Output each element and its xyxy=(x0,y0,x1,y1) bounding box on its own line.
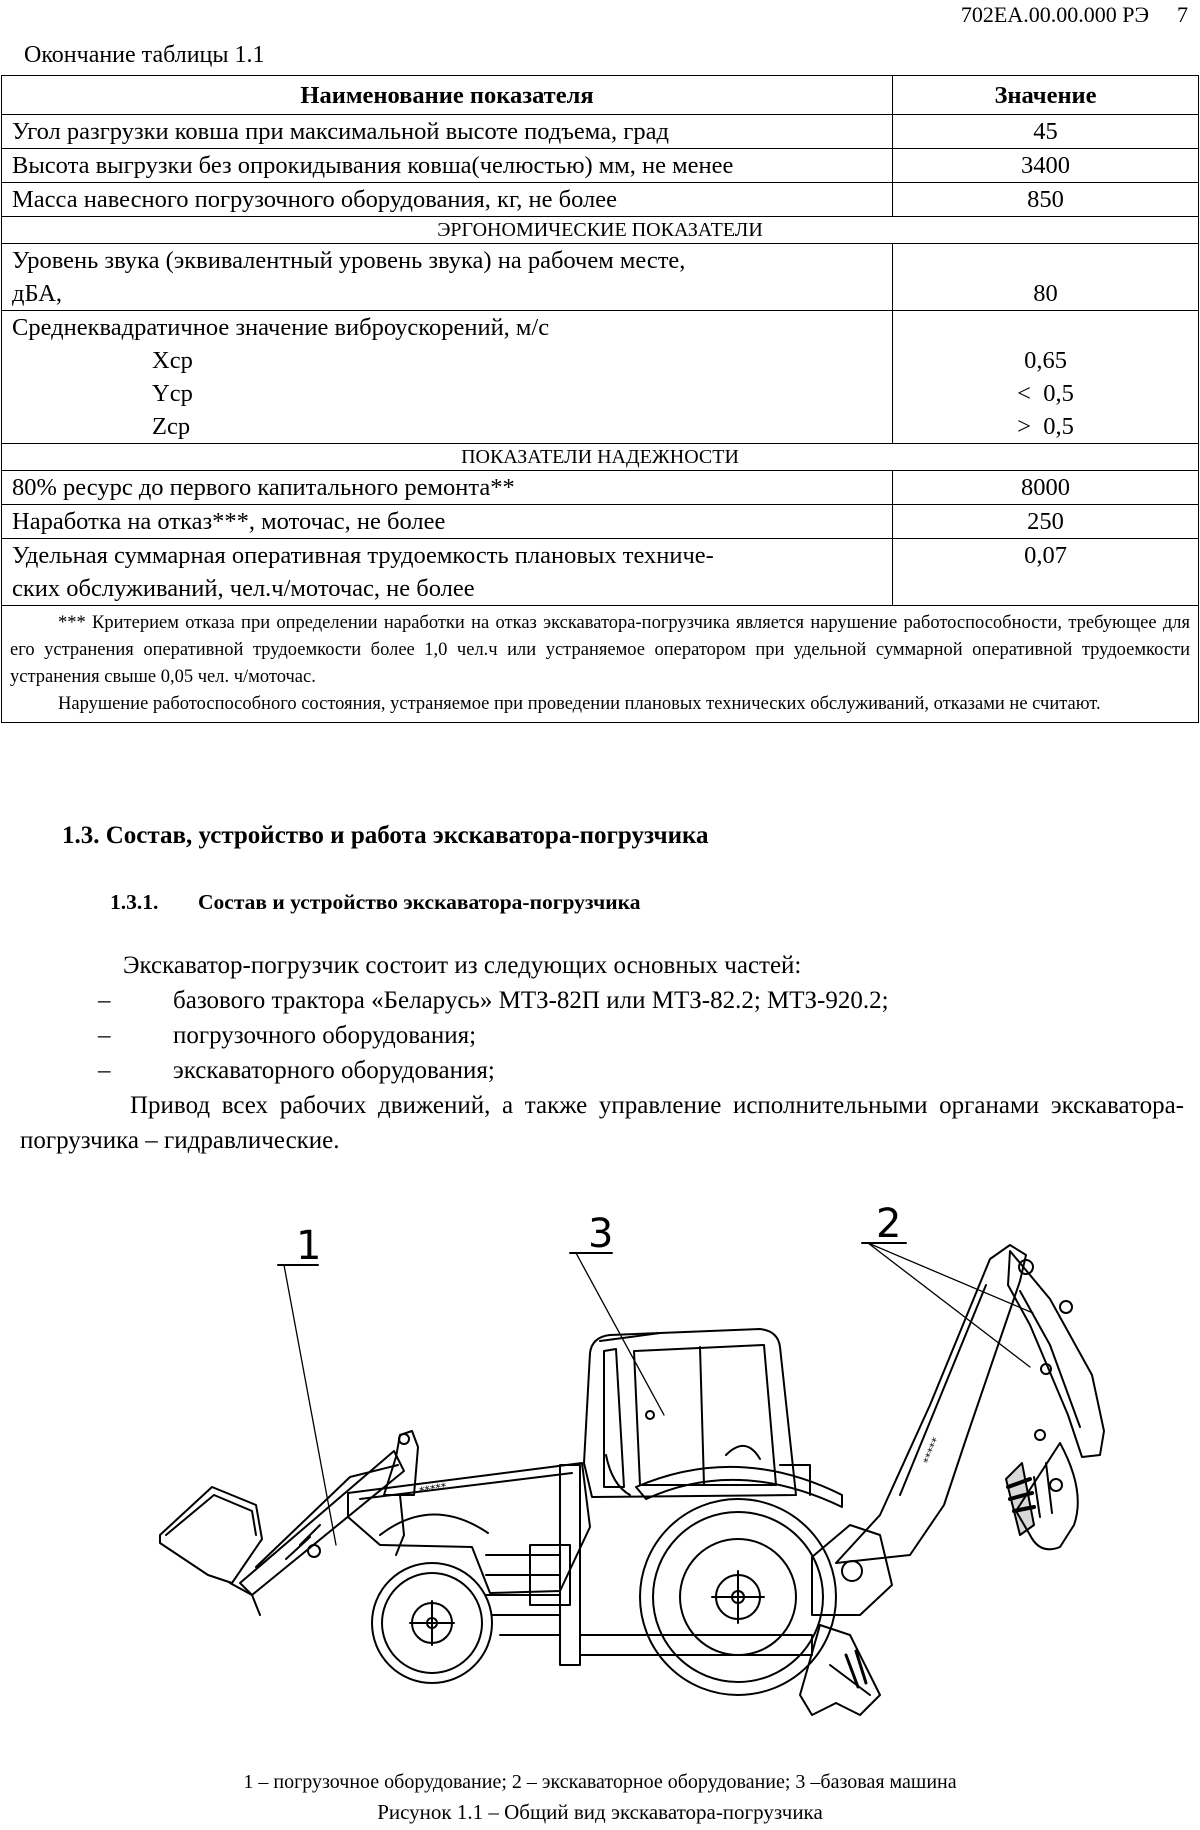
table-header-row xyxy=(2,76,1199,115)
row-name-line: Удельная суммарная оперативная трудоемкость плановых техниче- xyxy=(12,542,714,569)
svg-text:3: 3 xyxy=(588,1211,614,1257)
document-code: 702ЕА.00.00.000 РЭ xyxy=(960,2,1149,27)
dash-bullet: – xyxy=(98,987,111,1014)
rear-fender xyxy=(636,1467,842,1507)
axis-label: Yср xyxy=(152,380,193,407)
front-fender xyxy=(380,1514,488,1535)
dash-bullet: – xyxy=(98,1057,111,1084)
row-name: 80% ресурс до первого капитального ремонта** xyxy=(2,471,893,505)
list-item xyxy=(20,1053,1184,1088)
parts-list xyxy=(20,983,1184,1088)
row-value: 850 xyxy=(893,183,1199,217)
subsection-title: Состав и устройство экскаватора-погрузчика xyxy=(198,890,641,914)
loader-equipment xyxy=(160,1431,448,1615)
row-value: 250 xyxy=(893,505,1199,539)
table-row xyxy=(2,539,1199,606)
figure-caption: Рисунок 1.1 – Общий вид экскаватора-погрузчика xyxy=(377,1800,823,1824)
axis-label: Хср xyxy=(152,347,193,374)
list-item xyxy=(20,983,1184,1018)
table-row xyxy=(2,149,1199,183)
figure-legend: 1 – погрузочное оборудование; 2 – экскаваторное оборудование; 3 –базовая машина xyxy=(243,1771,957,1793)
row-value: 0,07 xyxy=(893,539,1199,606)
axis-label: Zср xyxy=(152,413,191,440)
excavator-equipment xyxy=(836,1245,1104,1563)
drive-paragraph: Привод всех рабочих движений, а также управление исполнительными органами экскаватора-погрузчика – гидравлические. xyxy=(20,1092,1184,1154)
note-paragraph: *** Критерием отказа при определении наработки на отказ экскаватора-погрузчика является нарушение работоспособности, требующее для его устранения оперативной трудоемкости более 1,0 чел.ч или устраняемое оператором при удельной суммарной оперативной трудоемкости устранения свыше 0,05 чел. ч/моточас. xyxy=(10,613,1190,687)
axis-value: < 0,5 xyxy=(1017,380,1074,407)
row-name xyxy=(2,244,893,311)
row-name-line: Среднеквадратичное значение виброускорений, м/с xyxy=(12,314,550,341)
list-item-text: погрузочного оборудования; xyxy=(173,1022,477,1049)
table-row xyxy=(2,115,1199,149)
row-name: Масса навесного погрузочного оборудования, кг, не более xyxy=(2,183,893,217)
row-value: 45 xyxy=(893,115,1199,149)
body-text xyxy=(20,948,1184,1158)
section-title: Состав, устройство и работа экскаватора-погрузчика xyxy=(105,822,709,849)
list-item-text: базового трактора «Беларусь» МТЗ-82П или МТЗ-82.2; МТЗ-920.2; xyxy=(173,987,889,1014)
section-row-reliability xyxy=(2,444,1199,471)
table-row xyxy=(2,311,1199,444)
table-caption: Окончание таблицы 1.1 xyxy=(24,42,265,68)
column-header-value: Значение xyxy=(893,76,1199,115)
note-paragraph: Нарушение работоспособного состояния, устраняемое при проведении плановых технических обслуживаний, отказами не считают. xyxy=(58,694,1101,714)
dash-bullet: – xyxy=(98,1022,111,1049)
row-value: 8000 xyxy=(893,471,1199,505)
table-row xyxy=(2,244,1199,311)
table-row xyxy=(2,471,1199,505)
excavator-loader-drawing xyxy=(0,1195,1200,1765)
section-title: ПОКАЗАТЕЛИ НАДЕЖНОСТИ xyxy=(2,444,1199,471)
row-name: Наработка на отказ***, моточас, не более xyxy=(2,505,893,539)
page-number: 7 xyxy=(1177,2,1188,27)
row-name-line: ских обслуживаний, чел.ч/моточас, не более xyxy=(12,575,475,602)
row-name-line: Уровень звука (эквивалентный уровень звука) на рабочем месте, xyxy=(12,247,686,274)
intro-paragraph: Экскаватор-погрузчик состоит из следующих основных частей: xyxy=(123,952,802,979)
list-item xyxy=(20,1018,1184,1053)
row-name: Угол разгрузки ковша при максимальной высоте подъема, град xyxy=(2,115,893,149)
subsection-number: 1.3.1. xyxy=(110,890,159,914)
row-value: 3400 xyxy=(893,149,1199,183)
table-note xyxy=(2,606,1199,723)
svg-text:2: 2 xyxy=(876,1201,902,1247)
axis-value: > 0,5 xyxy=(1017,413,1074,440)
page-header xyxy=(961,2,1188,28)
rear-wheel xyxy=(640,1499,836,1695)
section-heading xyxy=(62,822,709,850)
subsection-heading xyxy=(110,890,640,915)
row-name-line: дБА, xyxy=(12,280,63,307)
svg-text:1: 1 xyxy=(296,1223,322,1269)
callout-3 xyxy=(570,1211,664,1415)
row-value xyxy=(893,311,1199,444)
note-row xyxy=(2,606,1199,723)
row-name: Высота выгрузки без опрокидывания ковша(челюстью) мм, не менее xyxy=(2,149,893,183)
section-title: ЭРГОНОМИЧЕСКИЕ ПОКАЗАТЕЛИ xyxy=(2,217,1199,244)
table-row xyxy=(2,505,1199,539)
axis-value: 0,65 xyxy=(1024,347,1067,374)
callout-1 xyxy=(278,1223,336,1545)
column-header-name: Наименование показателя xyxy=(2,76,893,115)
section-row-ergonomic xyxy=(2,217,1199,244)
svg-text:*****: ***** xyxy=(418,1480,448,1498)
row-value: 80 xyxy=(893,244,1199,311)
front-wheel xyxy=(372,1563,492,1683)
row-name xyxy=(2,539,893,606)
list-item-text: экскаваторного оборудования; xyxy=(173,1057,495,1084)
row-name xyxy=(2,311,893,444)
specs-table xyxy=(1,75,1199,723)
svg-text:*****: ***** xyxy=(920,1435,944,1467)
section-number: 1.3. xyxy=(62,822,100,849)
table-row xyxy=(2,183,1199,217)
